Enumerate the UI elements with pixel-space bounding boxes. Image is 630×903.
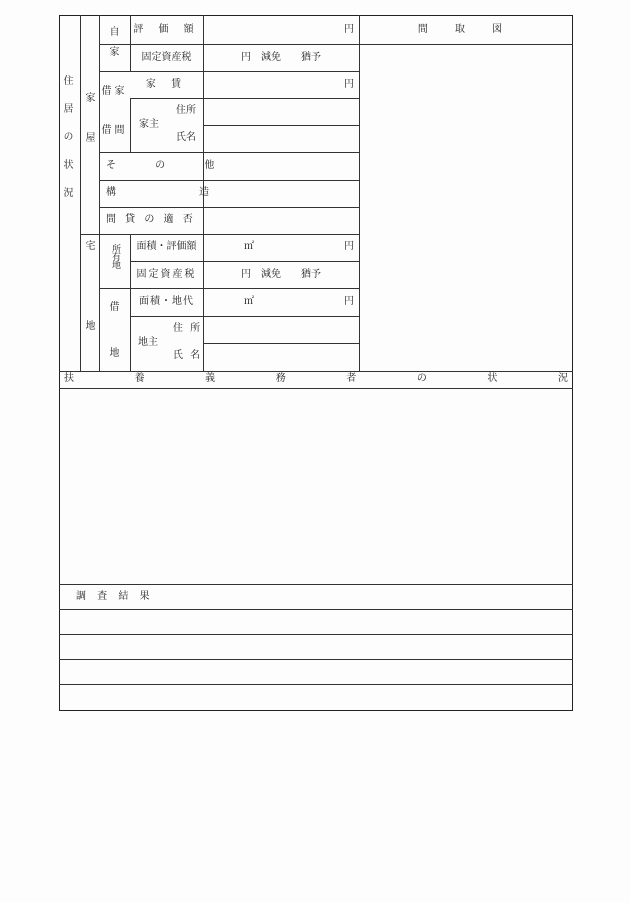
row-line [99,71,359,72]
row-line [130,316,359,317]
survey-result-line[interactable] [60,660,572,684]
row-line [59,371,573,372]
land-yen-unit: 円 [344,241,354,252]
row-line [99,288,359,289]
land-property-tax-label: 固定資産税 [136,269,197,280]
support-title-char: 者 [346,373,357,384]
support-title-char: の [416,373,427,384]
assessed-value-label: 評 価 額 [133,24,200,35]
floor-plan-area[interactable] [360,45,572,370]
row-line [99,207,359,208]
survey-result-line[interactable] [60,635,572,659]
support-title-char: 状 [487,373,498,384]
rented-house-label: 借家 [101,86,128,97]
rented-room-label: 借間 [101,125,128,136]
owned-house-label: 自家 [107,26,118,66]
area-rent-unit: ㎡ [244,296,254,307]
landowner-name-label: 氏 名 [173,350,203,361]
row-line [99,152,359,153]
support-title-char: 養 [134,373,145,384]
room-suitability-label: 間 貸 の 適 否 [106,214,196,225]
floor-plan-label: 間 取 図 [417,24,515,35]
row-line [203,125,359,126]
owned-land-label: 所有地 [110,244,120,268]
leased-land-label: 借地 [107,301,118,393]
landowner-address-label: 住 所 [173,323,203,334]
support-obligation-area[interactable] [60,389,572,583]
landlord-address-label: 住所 [176,105,196,116]
housing-group-label: 住居の状況 [61,75,72,215]
survey-result-title: 調 査 結 果 [76,591,154,602]
survey-result-line[interactable] [60,685,572,709]
rent-unit: 円 [344,79,354,90]
property-tax-label: 固定資産税 [141,52,192,63]
col-line [80,15,81,371]
land-area-unit: ㎡ [244,241,254,252]
support-title-char: 務 [275,373,286,384]
property-tax-value: 円 減免 猶予 [241,52,321,63]
support-obligation-heading [64,374,568,386]
support-title-char: 扶 [64,373,74,384]
row-line [99,180,359,181]
support-title-char: 況 [557,373,568,384]
landlord-label: 家主 [139,119,159,130]
assessed-value-unit: 円 [344,24,354,35]
row-line [203,343,359,344]
col-line [99,15,100,371]
survey-result-line[interactable] [60,610,572,634]
landowner-label: 地主 [138,337,158,348]
house-label: 家屋 [83,92,94,172]
row-line [130,261,359,262]
col-line [130,98,131,152]
other-label: そ の 他 [106,160,233,171]
area-rent-yen: 円 [344,296,354,307]
area-rent-label: 面積・地代 [139,296,194,307]
land-group-label: 宅地 [83,240,94,400]
row-line [80,234,359,235]
support-title-char: 義 [205,373,216,384]
land-property-tax-value: 円 減免 猶予 [241,269,321,280]
row-line [59,584,573,585]
row-line [130,98,359,99]
landlord-name-label: 氏名 [176,132,196,143]
rent-label: 家 賃 [145,79,188,90]
structure-label: 構 造 [106,187,230,198]
area-value-label: 面積・評価額 [136,241,197,252]
